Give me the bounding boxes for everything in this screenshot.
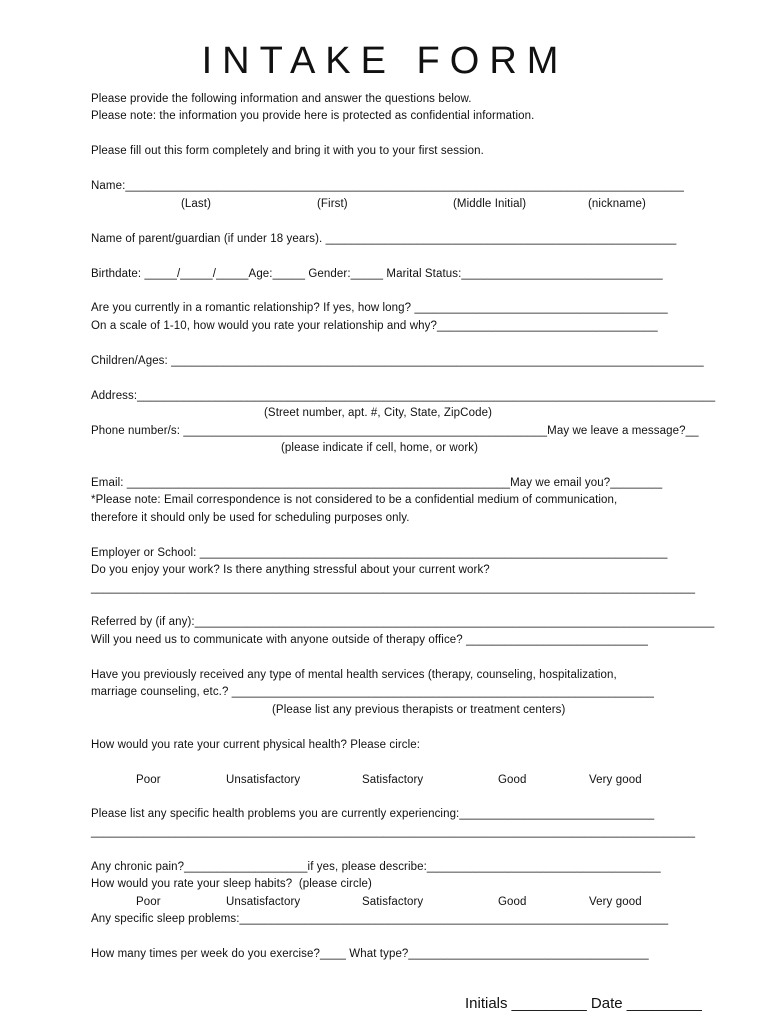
email-note-2: therefore it should only be used for scheduling purposes only. [91, 512, 410, 524]
initials-date-field[interactable]: Initials _________ Date _________ [465, 995, 702, 1012]
intro-line-2: Please note: the information you provide here is protected as confidential information. [91, 110, 535, 122]
sleep-rating-poor[interactable]: Poor [136, 896, 161, 908]
sleep-rating-good[interactable]: Good [498, 896, 527, 908]
name-field[interactable]: Name:______________________________________________________________________________________ [91, 180, 685, 192]
email-field[interactable]: Email: ___________________________________________________________May we email you?________ [91, 477, 663, 489]
sleep-rating-satisfactory[interactable]: Satisfactory [362, 896, 424, 908]
name-middle-label: (Middle Initial) [453, 198, 527, 210]
sleep-rating-very-good[interactable]: Very good [589, 896, 642, 908]
health-problems-field[interactable]: Please list any specific health problems you are currently experiencing:______________________________ [91, 808, 655, 820]
phone-field[interactable]: Phone number/s: ________________________________________________________May we leave a message?__ [91, 425, 699, 437]
address-field[interactable]: Address:_________________________________________________________________________________________ [91, 390, 716, 402]
physical-rating-poor[interactable]: Poor [136, 774, 161, 786]
physical-rating-satisfactory[interactable]: Satisfactory [362, 774, 424, 786]
health-problems-blank[interactable]: _____________________________________________________________________________________________ [91, 826, 696, 838]
physical-rating-very-good[interactable]: Very good [589, 774, 642, 786]
romantic-relationship-field[interactable]: Are you currently in a romantic relationship? If yes, how long? _______________________________________ [91, 302, 668, 314]
children-ages-field[interactable]: Children/Ages: __________________________________________________________________________________ [91, 355, 704, 367]
chronic-pain-field[interactable]: Any chronic pain?___________________if yes, please describe:____________________________________ [91, 861, 661, 873]
physical-health-question: How would you rate your current physical health? Please circle: [91, 739, 421, 751]
form-title: INTAKE FORM [201, 40, 569, 82]
employer-field[interactable]: Employer or School: ________________________________________________________________________ [91, 547, 668, 559]
outside-communication-field[interactable]: Will you need us to communicate with anyone outside of therapy office? ____________________________ [91, 634, 648, 646]
sleep-question: How would you rate your sleep habits? (please circle) [91, 878, 372, 890]
birthdate-field[interactable]: Birthdate: _____/_____/_____Age:_____ Gender:_____ Marital Status:_______________________________ [91, 268, 663, 280]
physical-rating-good[interactable]: Good [498, 774, 527, 786]
email-note-1: *Please note: Email correspondence is not considered to be a confidential medium of communication, [91, 494, 618, 506]
name-first-label: (First) [317, 198, 348, 210]
intro-line-3: Please fill out this form completely and bring it with you to your first session. [91, 145, 484, 157]
sleep-problems-field[interactable]: Any specific sleep problems:__________________________________________________________________ [91, 913, 669, 925]
mental-health-question: Have you previously received any type of mental health services (therapy, counseling, hospitalization, [91, 669, 617, 681]
referred-by-field[interactable]: Referred by (if any):________________________________________________________________________________ [91, 616, 715, 628]
mental-health-hint: (Please list any previous therapists or treatment centers) [272, 704, 566, 716]
parent-guardian-field[interactable]: Name of parent/guardian (if under 18 years). ______________________________________________________ [91, 233, 677, 245]
work-question: Do you enjoy your work? Is there anything stressful about your current work? [91, 564, 490, 576]
mental-health-field[interactable]: marriage counseling, etc.? _________________________________________________________________ [91, 686, 654, 698]
work-answer-field[interactable]: _____________________________________________________________________________________________ [91, 582, 696, 594]
sleep-rating-unsatisfactory[interactable]: Unsatisfactory [226, 896, 301, 908]
name-nickname-label: (nickname) [588, 198, 646, 210]
phone-hint: (please indicate if cell, home, or work) [281, 442, 479, 454]
name-last-label: (Last) [181, 198, 211, 210]
intro-line-1: Please provide the following information and answer the questions below. [91, 93, 472, 105]
address-hint: (Street number, apt. #, City, State, ZipCode) [264, 407, 492, 419]
physical-rating-unsatisfactory[interactable]: Unsatisfactory [226, 774, 301, 786]
relationship-rating-field[interactable]: On a scale of 1-10, how would you rate your relationship and why?__________________________________ [91, 320, 658, 332]
exercise-field[interactable]: How many times per week do you exercise?____ What type?_____________________________________ [91, 948, 649, 960]
